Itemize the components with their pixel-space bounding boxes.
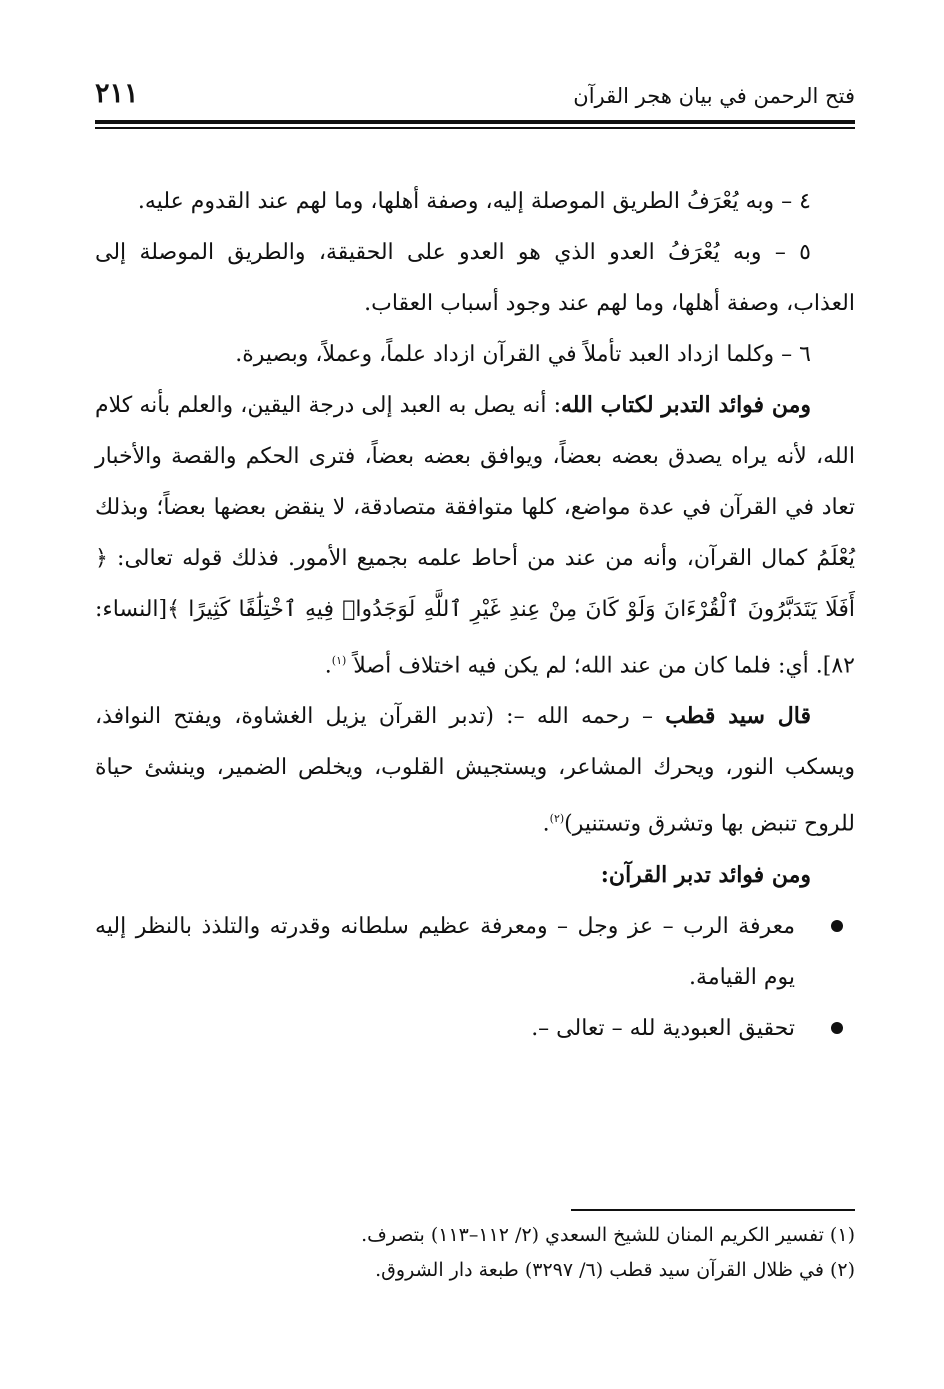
footnote-2: (٢) في ظلال القرآن سيد قطب (٦/ ٣٢٩٧) طبعة دار الشروق. (375, 1259, 855, 1281)
quran-verse: أَفَلَا يَتَدَبَّرُونَ ٱلْقُرْءَانَ وَلَوْ كَانَ مِنْ عِندِ غَيْرِ ٱللَّهِ لَوَجَدُوا۟ فِيهِ ٱخْتِلَٰفًا كَثِيرًا (188, 597, 855, 622)
verse-close-bracket: ﴾ (167, 597, 181, 622)
footnotes (95, 1218, 855, 1288)
header-rule-thin (95, 127, 855, 129)
bullet-icon (831, 1022, 843, 1034)
bullet-text: معرفة الرب – عز وجل – ومعرفة عظيم سلطانه وقدرته والتلذذ بالنظر إليه يوم القيامة. (95, 913, 795, 990)
paragraph-sayyid-qutb (95, 691, 855, 849)
running-title: فتح الرحمن في بيان هجر القرآن (573, 84, 855, 108)
footnote-marker-1: (١) (331, 654, 347, 667)
bullet-text: تحقيق العبودية لله – تعالى –. (531, 1015, 795, 1041)
book-page (95, 70, 855, 1330)
verse-reference: [النساء: ٨٢] (95, 597, 855, 679)
paragraph-heading: ومن فوائد التدبر لكتاب الله (560, 392, 811, 418)
verse-open-bracket: ﴿ (95, 546, 108, 571)
paragraph-text: : أنه يصل به العبد إلى درجة اليقين، والعلم بأنه كلام الله، لأنه يراه يصدق بعضه بعضاً، ويوافق بعضه بعضاً، فترى الحكم والقصة والأخبار تعاد في القرآن في عدة مواضع، كلها متوافقة متصادقة، لا ينقض بعضها بعضاً؛ وبذلك يُعْلَمُ كمال القرآن، وأنه من عند من أحاط علمه بجميع الأمور. فذلك قوله تعالى: (95, 393, 855, 571)
bullet-item (95, 901, 855, 1003)
quote-end: . (542, 811, 550, 837)
bullet-icon (831, 920, 843, 932)
quote-author: قال سيد قطب (665, 703, 811, 730)
header-rule-thick (95, 120, 855, 124)
paragraph-end: . (324, 653, 332, 679)
list-item-6: ٦ – وكلما ازداد العبد تأملاً في القرآن ازداد علماً، وعملاً، وبصيرة. (235, 342, 811, 367)
bullet-item (95, 1003, 855, 1054)
paragraph-benefits-of-tadabbur (95, 380, 855, 691)
list-item-4: ٤ – وبه يُعْرَفُ الطريق الموصلة إليه، وصفة أهلها، وما لهم عند القدوم عليه. (137, 189, 811, 214)
footnote-separator (571, 1209, 855, 1211)
list-item-5: ٥ – وبه يُعْرَفُ العدو الذي هو العدو على الحقيقة، والطريق الموصلة إلى العذاب، وصفة أهلها، وما لهم عند وجود أسباب العقاب. (95, 240, 855, 316)
paragraph-continuation: . أي: فلما كان من عند الله؛ لم يكن فيه اختلاف أصلاً (353, 653, 823, 679)
page-header (95, 70, 855, 122)
main-text (95, 176, 855, 1054)
footnote-marker-2: (٢) (549, 812, 565, 826)
quote-text: – رحمه الله –: (تدبر القرآن يزيل الغشاوة، ويفتح النوافذ، ويسكب النور، ويحرك المشاعر، ويستجيش القلوب، ويخلص الضمير، وينشئ حياة للروح تنبض بها وتشرق وتستنير) (95, 704, 855, 837)
page-number: ٢١١ (95, 78, 139, 109)
section-heading: ومن فوائد تدبر القرآن: (600, 861, 811, 888)
footnote-1: (١) تفسير الكريم المنان للشيخ السعدي (٢/ ١١٢–١١٣) بتصرف. (361, 1224, 855, 1246)
